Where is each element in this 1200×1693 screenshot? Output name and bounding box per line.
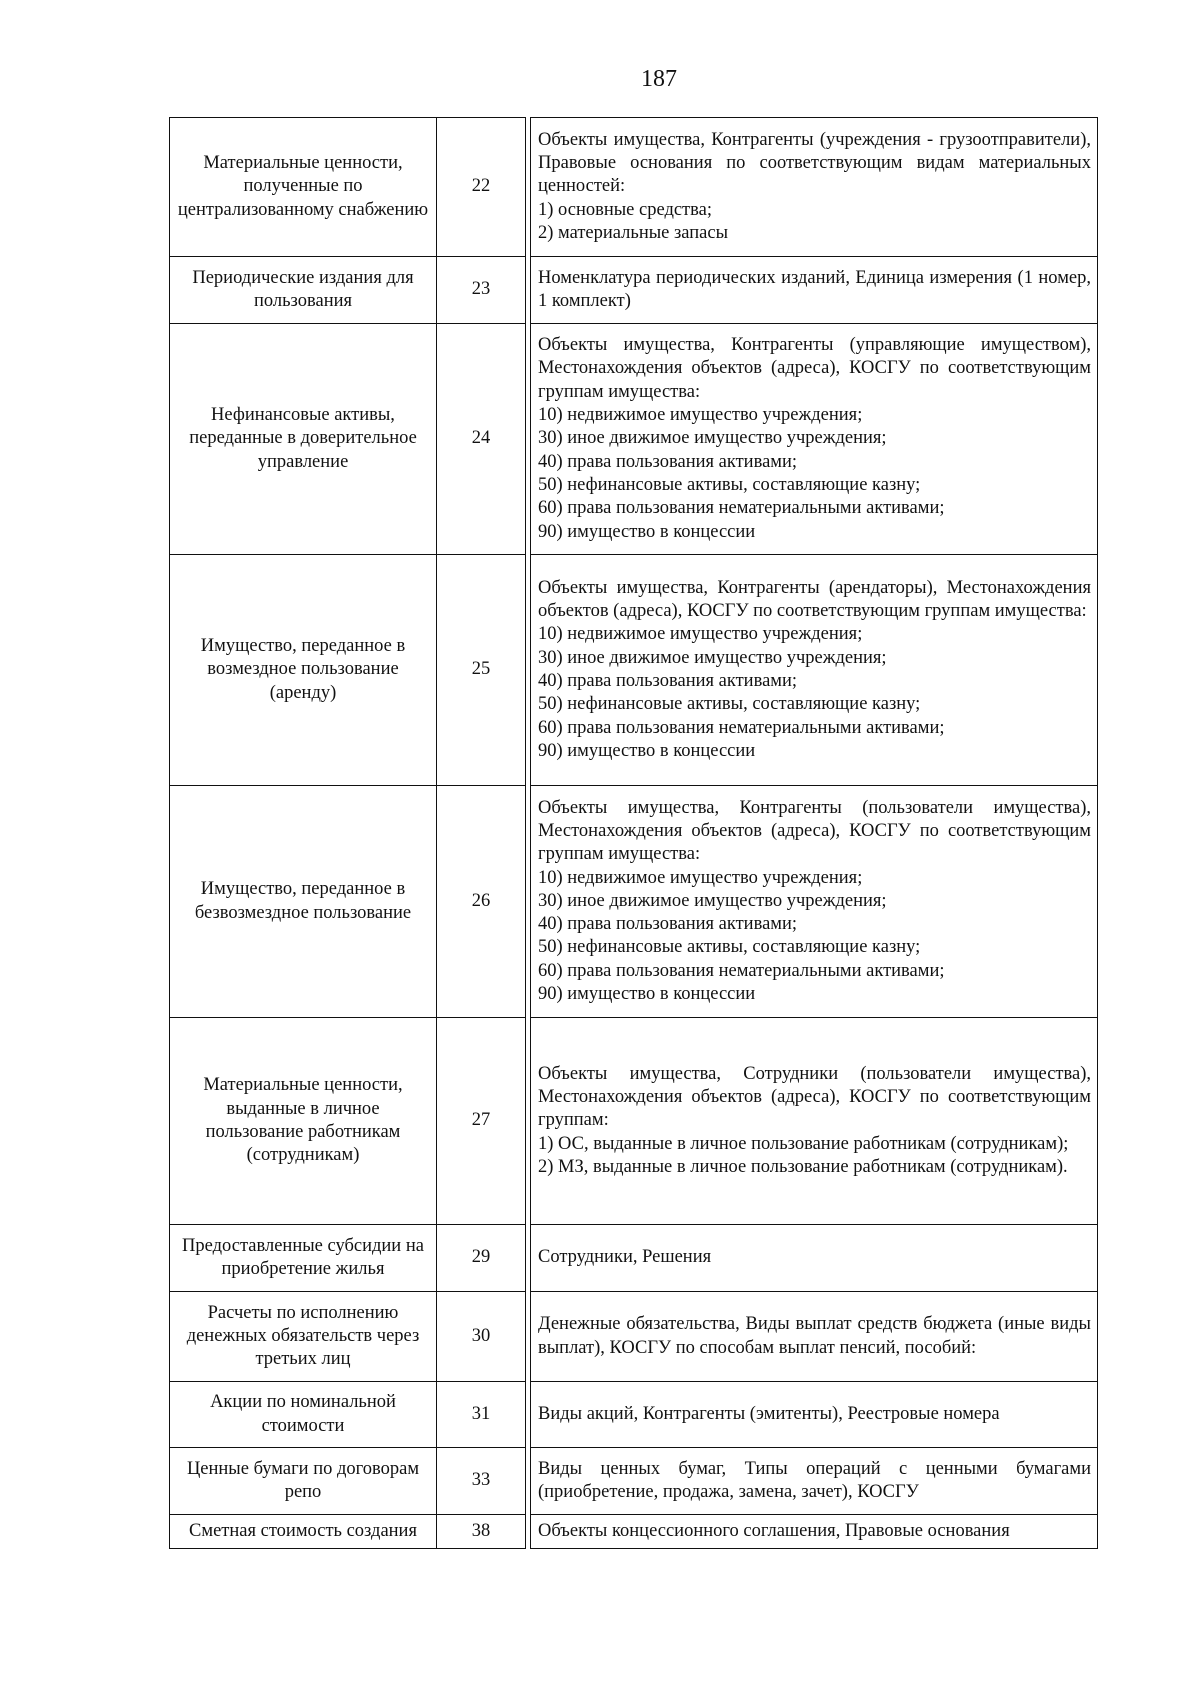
row-code: 26 [437, 786, 526, 1018]
row-analytics [531, 1382, 1098, 1448]
row-analytics [531, 1515, 1098, 1549]
analytics-item: 90) имущество в концессии [538, 740, 756, 761]
table-row [170, 1018, 1098, 1225]
page-number: 187 [641, 66, 677, 92]
row-name: Акции по номинальной стоимости [170, 1382, 437, 1448]
row-analytics [531, 1448, 1098, 1515]
analytics-text: Виды ценных бумаг, Типы операций с ценными бумагами (приобретение, продажа, замена, зачет), КОСГУ [538, 1458, 1091, 1502]
table-row [170, 1225, 1098, 1292]
row-code: 23 [437, 257, 526, 324]
table-row [170, 786, 1098, 1018]
row-code: 38 [437, 1515, 526, 1549]
row-code: 30 [437, 1292, 526, 1382]
analytics-item: 2) материальные запасы [538, 222, 729, 243]
row-analytics [531, 324, 1098, 555]
analytics-text: Объекты имущества, Контрагенты (арендаторы), Местонахождения объектов (адреса), КОСГУ по соответствующим группам имущества: [538, 577, 1091, 622]
table-row [170, 1448, 1098, 1515]
analytics-text: Объекты имущества, Контрагенты (управляющие имуществом), Местонахождения объектов (адреса), КОСГУ по соответствующим группам имущества: [538, 335, 1091, 402]
analytics-text: Сотрудники, Решения [538, 1247, 712, 1268]
analytics-item: 30) иное движимое имущество учреждения; [538, 890, 887, 911]
row-name: Расчеты по исполнению денежных обязательств через третьих лиц [170, 1292, 437, 1382]
table-row [170, 1382, 1098, 1448]
analytics-item: 10) недвижимое имущество учреждения; [538, 867, 863, 888]
analytics-item: 30) иное движимое имущество учреждения; [538, 428, 887, 449]
row-name: Периодические издания для пользования [170, 257, 437, 324]
analytics-item: 90) имущество в концессии [538, 521, 756, 542]
analytics-item: 50) нефинансовые активы, составляющие казну; [538, 937, 921, 958]
table-row [170, 1292, 1098, 1382]
row-analytics [531, 257, 1098, 324]
table-row [170, 118, 1098, 257]
row-analytics [531, 786, 1098, 1018]
table-row [170, 555, 1098, 786]
row-code: 27 [437, 1018, 526, 1225]
analytics-text: Объекты имущества, Сотрудники (пользователи имущества), Местонахождения объектов (адреса), КОСГУ по соответствующим группам: [538, 1063, 1091, 1131]
analytics-item: 1) ОС, выданные в личное пользование работникам (сотрудникам); [538, 1133, 1069, 1154]
row-name: Ценные бумаги по договорам репо [170, 1448, 437, 1515]
table-body [170, 118, 1098, 1549]
row-code: 22 [437, 118, 526, 257]
row-code: 24 [437, 324, 526, 555]
row-name: Материальные ценности, полученные по централизованному снабжению [170, 118, 437, 257]
analytics-item: 50) нефинансовые активы, составляющие казну; [538, 474, 921, 495]
analytics-item: 10) недвижимое имущество учреждения; [538, 405, 863, 426]
row-analytics [531, 1225, 1098, 1292]
analytics-text: Объекты концессионного соглашения, Правовые основания [538, 1520, 1010, 1541]
row-code: 33 [437, 1448, 526, 1515]
row-code: 29 [437, 1225, 526, 1292]
row-name: Материальные ценности, выданные в личное пользование работникам (сотрудникам) [170, 1018, 437, 1225]
analytics-item: 1) основные средства; [538, 199, 712, 220]
row-name: Имущество, переданное в возмездное пользование (аренду) [170, 555, 437, 786]
analytics-item: 40) права пользования активами; [538, 451, 798, 472]
row-code: 31 [437, 1382, 526, 1448]
analytics-item: 60) права пользования нематериальными активами; [538, 498, 945, 519]
table-row [170, 1515, 1098, 1549]
analytics-item: 30) иное движимое имущество учреждения; [538, 647, 887, 668]
row-analytics [531, 555, 1098, 786]
table-row [170, 257, 1098, 324]
row-analytics [531, 118, 1098, 257]
analytics-item: 50) нефинансовые активы, составляющие казну; [538, 694, 921, 715]
row-name: Предоставленные субсидии на приобретение жилья [170, 1225, 437, 1292]
row-name: Сметная стоимость создания [170, 1515, 437, 1549]
analytics-text: Объекты имущества, Контрагенты (учреждения - грузоотправители), Правовые основания по соответствующим видам материальных ценностей: [538, 129, 1091, 197]
analytics-item: 40) права пользования активами; [538, 914, 798, 935]
analytics-item: 90) имущество в концессии [538, 984, 756, 1005]
analytics-item: 60) права пользования нематериальными активами; [538, 717, 945, 738]
analytics-text: Виды акций, Контрагенты (эмитенты), Реестровые номера [538, 1403, 1000, 1424]
analytics-text: Объекты имущества, Контрагенты (пользователи имущества), Местонахождения объектов (адреса), КОСГУ по соответствующим группам имущества: [538, 797, 1091, 865]
analytics-item: 60) права пользования нематериальными активами; [538, 960, 945, 981]
row-analytics [531, 1292, 1098, 1382]
row-name: Имущество, переданное в безвозмездное пользование [170, 786, 437, 1018]
table-row [170, 324, 1098, 555]
analytics-item: 40) права пользования активами; [538, 671, 798, 691]
accounts-table [169, 117, 1098, 1549]
analytics-text: Номенклатура периодических изданий, Единица измерения (1 номер, 1 комплект) [538, 267, 1091, 311]
analytics-item: 10) недвижимое имущество учреждения; [538, 624, 863, 645]
row-code: 25 [437, 555, 526, 786]
row-analytics [531, 1018, 1098, 1225]
row-name: Нефинансовые активы, переданные в доверительное управление [170, 324, 437, 555]
analytics-text: Денежные обязательства, Виды выплат средств бюджета (иные виды выплат), КОСГУ по способам выплат пенсий, пособий: [538, 1314, 1091, 1358]
analytics-item: 2) МЗ, выданные в личное пользование работникам (сотрудникам). [538, 1156, 1068, 1177]
